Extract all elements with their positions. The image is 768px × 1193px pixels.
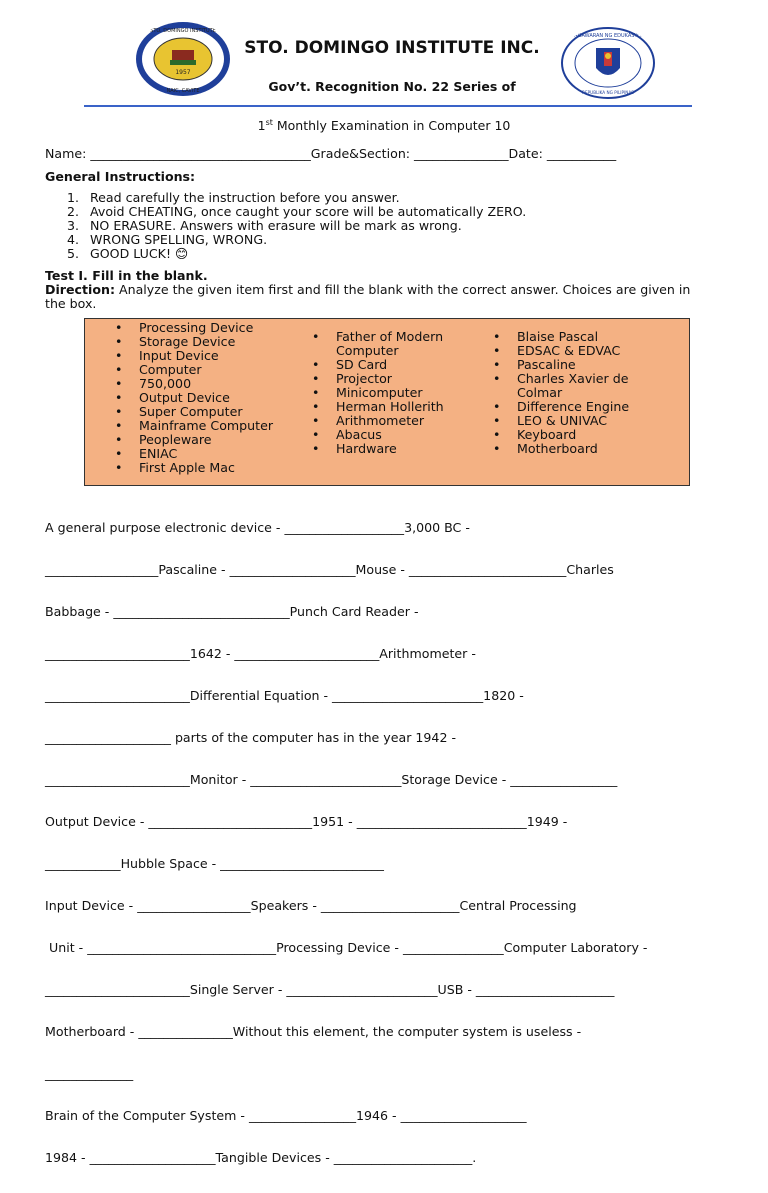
- fill-in-the-blank-section: [45, 493, 735, 1193]
- fill-line[interactable]: __________________Pascaline - ____________________Mouse - _________________________Charles: [45, 562, 614, 577]
- choice-item: • Mainframe Computer: [115, 419, 305, 433]
- choice-item: • Arithmometer: [312, 414, 472, 428]
- choice-item: • Difference Engine: [493, 400, 673, 414]
- fill-line[interactable]: 1984 - ____________________Tangible Devices - ______________________.: [45, 1150, 477, 1165]
- instruction-item: 3. NO ERASURE. Answers with erasure will be mark as wrong.: [67, 218, 462, 233]
- fill-line[interactable]: _______________________Monitor - ________________________Storage Device - _________________: [45, 772, 618, 787]
- deped-ring-text: KAGAWARAN NG EDUKASYON: [571, 33, 645, 39]
- seal-ring-text: STO. DOMINGO INSTITUTE: [150, 28, 216, 34]
- fill-line[interactable]: _______________________1642 - _______________________Arithmometer -: [45, 646, 476, 661]
- choice-item: • Output Device: [115, 391, 305, 405]
- choice-item: • Storage Device: [115, 335, 305, 349]
- direction-text: Direction: Analyze the given item first and fill the blank with the correct answer. Choices are given in the box.: [45, 282, 691, 311]
- choice-item: • 750,000: [115, 377, 305, 391]
- deped-seal-icon: [560, 26, 656, 100]
- instructions-list: [45, 191, 705, 261]
- choice-item: • Minicomputer: [312, 386, 472, 400]
- choice-item: • Computer: [115, 363, 305, 377]
- fill-line[interactable]: ____________________ parts of the computer has in the year 1942 -: [45, 730, 457, 745]
- choice-item: • First Apple Mac: [115, 461, 305, 475]
- choice-item: • Input Device: [115, 349, 305, 363]
- deped-bottom-text: REPUBLIKA NG PILIPINAS: [582, 90, 634, 95]
- test-title: Test I. Fill in the blank.: [45, 268, 208, 283]
- choice-item: • Pascaline: [493, 358, 673, 372]
- fill-line[interactable]: Unit - ______________________________Processing Device - ________________Computer Laboratory -: [45, 940, 648, 955]
- fill-line[interactable]: ____________Hubble Space - __________________________: [45, 856, 384, 871]
- recognition-line: Gov’t. Recognition No. 22 Series of: [268, 79, 516, 94]
- fill-line[interactable]: Output Device - __________________________1951 - ___________________________1949 -: [45, 814, 568, 829]
- choice-item: • Abacus: [312, 428, 472, 442]
- fill-line[interactable]: A general purpose electronic device - ___________________3,000 BC -: [45, 520, 470, 535]
- name-grade-date-line[interactable]: Name: ___________________________________Grade&Section: _______________Date: ___________: [45, 146, 617, 161]
- instruction-item: 5. GOOD LUCK! 😊: [67, 246, 189, 261]
- choice-item: • ENIAC: [115, 447, 305, 461]
- choice-item: • Father of Modern Computer: [312, 330, 472, 358]
- choice-item: • Processing Device: [115, 321, 305, 335]
- instruction-item: 1. Read carefully the instruction before you answer.: [67, 190, 400, 205]
- fill-line[interactable]: ______________: [45, 1066, 134, 1081]
- fill-line[interactable]: Babbage - ____________________________Punch Card Reader -: [45, 604, 419, 619]
- choice-item: • Motherboard: [493, 442, 673, 456]
- choice-item: • Charles Xavier de Colmar: [493, 372, 673, 400]
- general-instructions-title: General Instructions:: [45, 169, 196, 184]
- choice-item: • Projector: [312, 372, 472, 386]
- header-divider: [84, 105, 692, 107]
- school-name: STO. DOMINGO INSTITUTE INC.: [244, 38, 540, 58]
- school-seal-icon: [134, 20, 232, 98]
- seal-year: 1957: [175, 69, 191, 76]
- choice-item: • SD Card: [312, 358, 472, 372]
- seal-bottom-text: NAIC, CAVITE: [166, 88, 200, 94]
- fill-line[interactable]: Brain of the Computer System - _________________1946 - ____________________: [45, 1108, 527, 1123]
- choices-column-1: [115, 321, 305, 475]
- instruction-item: 4. WRONG SPELLING, WRONG.: [67, 232, 268, 247]
- choice-item: • Super Computer: [115, 405, 305, 419]
- choice-item: • Blaise Pascal: [493, 330, 673, 344]
- choices-column-2: [312, 330, 472, 456]
- fill-line[interactable]: Input Device - __________________Speakers - ______________________Central Processing: [45, 898, 577, 913]
- fill-line[interactable]: _______________________Single Server - ________________________USB - ______________________: [45, 982, 615, 997]
- choice-item: • Herman Hollerith: [312, 400, 472, 414]
- exam-title: 1st Monthly Examination in Computer 10: [257, 118, 511, 134]
- choice-item: • Peopleware: [115, 433, 305, 447]
- choices-column-3: [493, 330, 673, 456]
- fill-line[interactable]: _______________________Differential Equation - ________________________1820 -: [45, 688, 524, 703]
- choice-item: • Keyboard: [493, 428, 673, 442]
- choice-item: • Hardware: [312, 442, 472, 456]
- choices-box: [84, 318, 690, 486]
- fill-line[interactable]: Motherboard - _______________Without this element, the computer system is useless -: [45, 1024, 582, 1039]
- choice-item: • LEO & UNIVAC: [493, 414, 673, 428]
- choice-item: • EDSAC & EDVAC: [493, 344, 673, 358]
- instruction-item: 2. Avoid CHEATING, once caught your score will be automatically ZERO.: [67, 204, 527, 219]
